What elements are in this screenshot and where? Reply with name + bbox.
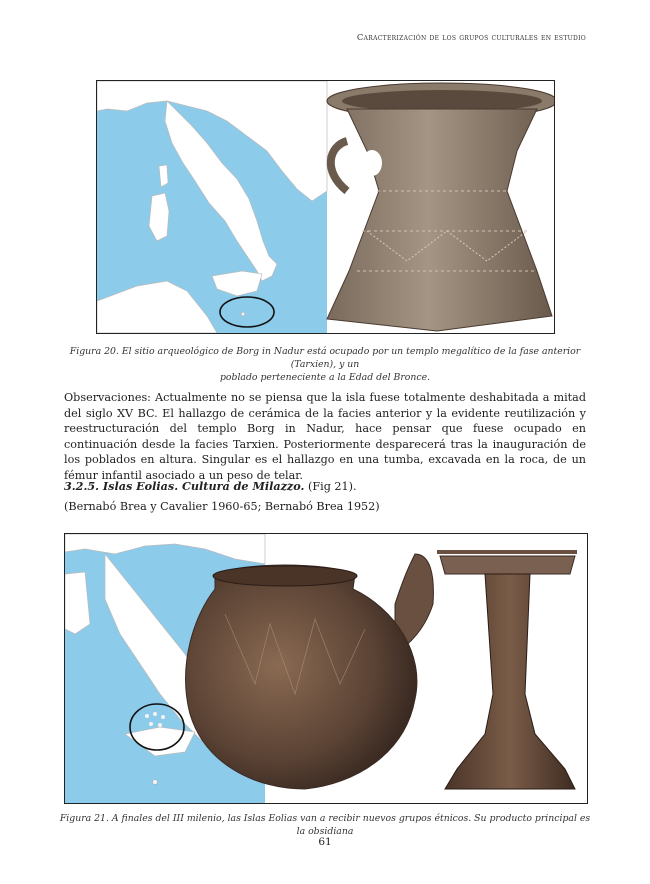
pottery-pedestal-cup xyxy=(437,552,577,789)
running-header: Caracterización de los grupos culturales en estudio xyxy=(356,33,586,43)
page-number: 61 xyxy=(318,836,332,848)
figure-21-caption: Figura 21. A finales del III milenio, las Islas Eolias van a recibir nuevos grupos étnicos. Su producto principal es la obsidiana xyxy=(59,813,591,837)
pottery-vessel-borg-in-nadur xyxy=(327,83,554,331)
observaciones-paragraph: Observaciones: Actualmente no se piensa que la isla fuese totalmente deshabitada a mitad del siglo XV BC. El hallazgo de cerámica de la facies anterior y la evidente reutilización y reestructuración del templo Borg in Nadur, hace pensar que fuese ocupado en continuación desde la facies Tarxien. Posteriormente desparecerá tras la inauguración de los poblados en altura. Singular es el hallazgo en una tumba, excavada en la roca, de un fémur infantil asociado a un peso de telar. xyxy=(64,391,586,482)
figure-21-image xyxy=(64,533,588,804)
figure-20-caption-line2: poblado perteneciente a la Edad del Bronce. xyxy=(219,372,431,383)
pottery-jar-with-handle xyxy=(186,554,434,789)
section-heading xyxy=(64,479,357,493)
figure-20-image xyxy=(96,80,555,334)
figure-20-caption-line1: Figura 20. El sitio arqueológico de Borg in Nadur está ocupado por un templo megalítico de la fase anterior (Tarxien), y un xyxy=(69,346,581,370)
figure-20-caption xyxy=(56,345,594,384)
section-heading-title: 3.2.5. Islas Eolias. Cultura de Milazzo. xyxy=(64,479,305,493)
section-heading-figref: (Fig 21). xyxy=(304,480,357,493)
map-italy-malta xyxy=(97,81,327,333)
bibliographic-reference: (Bernabó Brea y Cavalier 1960-65; Bernabó Brea 1952) xyxy=(64,500,380,513)
malta-dot xyxy=(241,312,245,316)
